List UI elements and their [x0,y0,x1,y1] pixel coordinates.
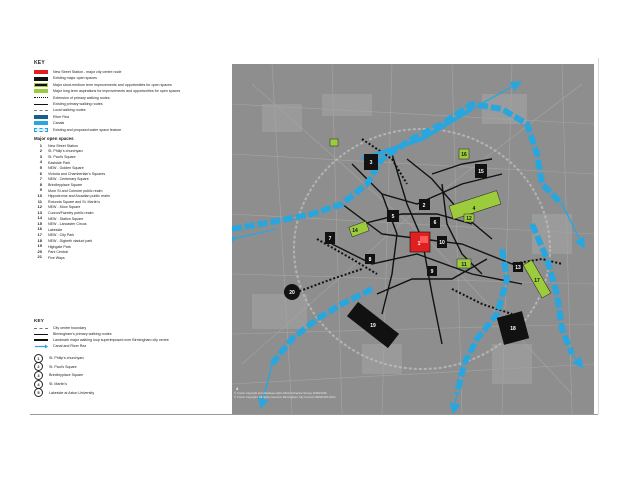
sheet-edge-bottom [30,414,598,415]
open-space-number: 9 [39,187,42,193]
key2-item-label: City centre boundary [53,326,87,330]
open-space-number: 7 [39,176,42,182]
open-space-label: NEW - Centenary Square [48,177,89,182]
map-label: 2 [422,203,426,209]
open-space-number: 15 [37,220,42,226]
open-space-number: 3 [39,153,42,159]
key-item-label: Canals [53,121,65,126]
open-space-label: Curzon/Fazeley public realm [48,210,94,215]
key-item-label: Local walking routes [53,108,86,113]
key-item-label: Major short-medium term improvements and opportunities for open spaces [53,82,172,87]
solid-line-swatch [34,334,48,335]
open-space-number: 19 [37,243,42,249]
map-label: 19 [370,323,376,329]
key-item-label: Existing primary walking routes [53,101,103,106]
dotted-line-swatch [34,97,48,98]
sheet-edge-right [598,58,599,414]
map-label: 20 [289,290,295,296]
map-label: 11 [461,262,467,268]
credit-line: © Crown copyright and database rights 2013 Ordnance Survey 100021326 [234,391,327,395]
walking-loop-point [34,363,224,372]
open-space-label: NEW - Lancaster Circus [48,222,87,227]
open-space-label: Hippodrome and Arcadian public realm [48,194,110,199]
green-swatch [34,89,48,93]
key-item-label: Extension of primary walking routes [53,95,110,100]
map-label: 17 [534,278,540,284]
map-label: 8 [368,257,372,263]
open-space-number: 21 [37,254,42,260]
open-space-label: Eastside Park [48,160,71,165]
dark-blue-swatch [34,115,48,119]
numbered-circle-icon: 3 [34,371,43,380]
red-loop-swatch [34,339,48,341]
numbered-circle-icon: 1 [34,354,43,363]
key-item-label: Major long term aspirations for improvements and opportunities for open spaces [53,89,181,94]
dashed-blue-box-swatch [34,128,48,132]
open-space-label: Five Ways [48,255,65,260]
blue-arrow-swatch [34,344,48,349]
map-label: 15 [478,169,484,175]
map-label: 14 [352,228,358,234]
walking-loop-point-label: St. Paul's Square [49,364,77,369]
open-space-label: NEW - Station Square [48,216,84,221]
walking-loop-point [34,388,224,397]
open-space-label: NEW - Digbeth viaduct park [48,238,93,243]
open-space-list-item [34,255,224,261]
city-centre-map [232,64,594,414]
walking-loop-point [34,371,224,380]
open-space-number: 17 [37,232,42,238]
open-space-number: 10 [37,192,42,198]
key2-item-label: Birmingham's primary walking routes [53,332,112,336]
open-space-number: 5 [39,164,42,170]
light-blue-swatch [34,121,48,125]
open-space-label: Park Central [48,250,68,255]
numbered-circle-icon: 5 [34,388,43,397]
open-space-number: 12 [37,204,42,210]
open-space-label: Highgate Park [48,244,71,249]
open-space-label: Brindleyplace Square [48,182,83,187]
map-label: 1 [417,241,421,247]
open-space-number: 20 [37,248,42,254]
walking-loop-point [34,380,224,389]
dashed-line-swatch [34,328,48,329]
map-label: 9 [430,269,434,275]
map-label: 10 [439,240,445,246]
map-label: 12 [466,216,472,222]
new-street-station-highlight [420,236,428,243]
open-space-label: Moor St and Colmore public realm [48,188,103,193]
key-item-label: River Rea [53,114,69,119]
open-space-number: 13 [37,209,42,215]
walking-loop-point-label: Lakeside at Aston University [49,390,95,395]
open-space-number: 4 [39,159,42,165]
black-swatch [34,77,48,81]
map-label: 13 [515,265,521,271]
walking-loop-key [34,318,224,397]
open-space-number: 1 [39,142,42,148]
map-label: 6 [433,220,437,226]
credit-line: © Crown Copyright. All rights reserved. Birmingham City Council 100021326 2013 [234,394,336,399]
key-item-label: New Street Station - major city centre node [53,70,122,75]
open-space-label: Lakeside [48,227,63,232]
numbered-circle-icon: 2 [34,362,43,371]
walking-loop-point [34,354,224,363]
key-item [34,127,224,133]
numbered-circle-icon: 4 [34,380,43,389]
open-spaces-list [34,143,224,260]
open-space-label: NEW - City Park [48,233,75,238]
key-item-label: Existing major open spaces [53,76,97,81]
map-label: 7 [328,236,332,242]
open-space-number: 14 [37,215,42,221]
open-space-number: 16 [37,226,42,232]
open-space-label: NEW - Moor Square [48,205,81,210]
open-space-label: NEW - Golden Square [48,166,84,171]
map-credits [234,392,335,399]
walking-loop-point-label: Brindleyplace Square [49,373,84,378]
walking-loop-points [34,354,224,397]
open-space-number: 11 [37,198,42,204]
open-space-number: 2 [39,148,42,154]
red-swatch [34,70,48,74]
key-item-label: Existing and proposed water space feature [53,127,122,132]
key2-title: KEY [34,318,45,323]
green-space-g [330,139,338,146]
key2-item-label: Canal and River Rea [53,344,87,348]
map-label: 16 [461,152,467,158]
open-space-label: Rotunda Square and St. Martin's [48,199,101,204]
open-space-label: St. Paul's Square [48,155,76,160]
map-label: 3 [369,160,373,166]
key2-item-label: Landmark major walking loop superimposed over Birmingham city centre [53,338,169,342]
key-title: KEY [34,60,45,66]
map-label: 4 [472,206,476,212]
dashed-line-swatch [34,110,48,111]
open-space-label: New Street Station [48,143,78,148]
open-space-number: 8 [39,181,42,187]
black-green-swatch [34,83,48,87]
page-number: 4 [236,386,239,391]
open-space-number: 6 [39,170,42,176]
map-label: 18 [510,326,516,332]
open-spaces-title: Major open spaces [34,135,74,141]
map-label: 5 [391,214,395,220]
solid-line-swatch [34,104,48,105]
walking-loop-point-label: St. Philip's churchyard [49,356,85,361]
open-space-label: Victoria and Chamberlain's Squares [48,171,106,176]
open-space-number: 18 [37,237,42,243]
walking-loop-point-label: St. Martin's [49,382,67,387]
open-space-label: St. Philip's churchyard [48,149,84,154]
